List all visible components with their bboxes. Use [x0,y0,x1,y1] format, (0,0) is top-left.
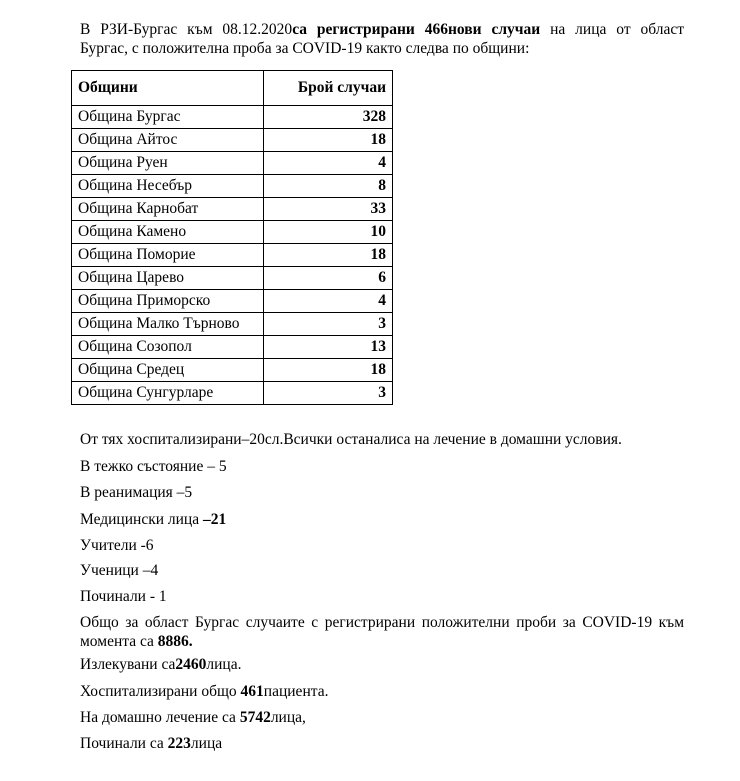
table-row [72,221,393,244]
total-cases-label: момента са [80,633,158,650]
case-count: 4 [263,152,392,175]
table-row [72,175,393,198]
municipality-name: Община Камено [72,221,264,244]
total-cases-line-1: Общо за област Бургас случаите с регистрирани положителни проби за COVID-19 към [80,614,684,631]
municipality-name: Община Карнобат [72,198,264,221]
header-case-count: Брой случаи [263,71,392,106]
case-count: 10 [263,221,392,244]
cases-table [71,70,393,405]
hospitalized-line: От тях хоспитализирани–20сл.Всички останалиса на лечение в домашни условия. [80,431,622,448]
hospitalized-total-value: 461 [240,683,264,700]
home-treatment-line [80,709,306,727]
deceased-line: Починали - 1 [80,588,167,605]
municipality-name: Община Руен [72,152,264,175]
total-cases-value: 8886. [157,633,193,650]
deceased-total-unit: лица [190,735,223,752]
medical-staff-value: –21 [202,511,227,528]
case-count: 8 [263,175,392,198]
home-treatment-value: 5742 [239,709,271,726]
hospitalized-total-line [80,683,328,701]
case-count: 13 [263,336,392,359]
case-count: 18 [263,129,392,152]
municipality-name: Община Айтос [72,129,264,152]
intro-text-end: на лица от област [540,21,684,38]
table-row [72,198,393,221]
municipality-name: Община Поморие [72,244,264,267]
municipality-name: Община Средец [72,359,264,382]
recovered-unit: лица. [206,656,242,673]
medical-staff-label: Медицински лица [80,511,203,528]
case-count: 6 [263,267,392,290]
municipality-name: Община Созопол [72,336,264,359]
table-row [72,267,393,290]
table-row [72,152,393,175]
municipality-name: Община Малко Търново [72,313,264,336]
table-row [72,129,393,152]
deceased-total-line [80,735,222,753]
total-cases-line-2 [80,632,684,651]
table-row [72,382,393,405]
deceased-total-value: 223 [167,735,191,752]
recovered-line [80,656,242,674]
deceased-total-label: Починали са [80,735,168,752]
case-count: 18 [263,244,392,267]
home-treatment-unit: лица, [270,709,306,726]
municipality-name: Община Царево [72,267,264,290]
municipality-name: Община Бургас [72,106,264,129]
intro-line-2: Бургас, с положителна проба за COVID-19 както следва по общини: [80,40,530,57]
case-count: 3 [263,313,392,336]
case-count: 328 [263,106,392,129]
case-count: 3 [263,382,392,405]
case-count: 4 [263,290,392,313]
case-count: 18 [263,359,392,382]
students-line: Ученици –4 [80,562,159,579]
teachers-line: Учители -6 [80,537,154,554]
intro-text: В РЗИ-Бургас към 08.12.2020 [80,21,293,38]
table-row [72,244,393,267]
table-row [72,359,393,382]
table-row [72,106,393,129]
hospitalized-total-label: Хоспитализирани общо [80,683,241,700]
medical-staff-line [80,511,226,529]
home-treatment-label: На домашно лечение са [80,709,240,726]
table-header-row [72,71,393,106]
case-count: 33 [263,198,392,221]
table-row [72,313,393,336]
table-row [72,336,393,359]
intro-line-1 [80,20,684,39]
intro-bold-text: са регистрирани 466нови случаи [292,21,541,38]
severe-condition-line: В тежко състояние – 5 [80,458,227,475]
total-cases-paragraph [80,613,684,651]
municipality-name: Община Приморско [72,290,264,313]
icu-line: В реанимация –5 [80,484,193,501]
header-municipalities: Общини [72,71,264,106]
hospitalized-total-unit: пациента. [263,683,329,700]
municipality-name: Община Сунгурларе [72,382,264,405]
table-row [72,290,393,313]
recovered-value: 2460 [175,656,207,673]
recovered-label: Излекувани са [80,656,176,673]
intro-paragraph [80,20,684,58]
municipality-name: Община Несебър [72,175,264,198]
